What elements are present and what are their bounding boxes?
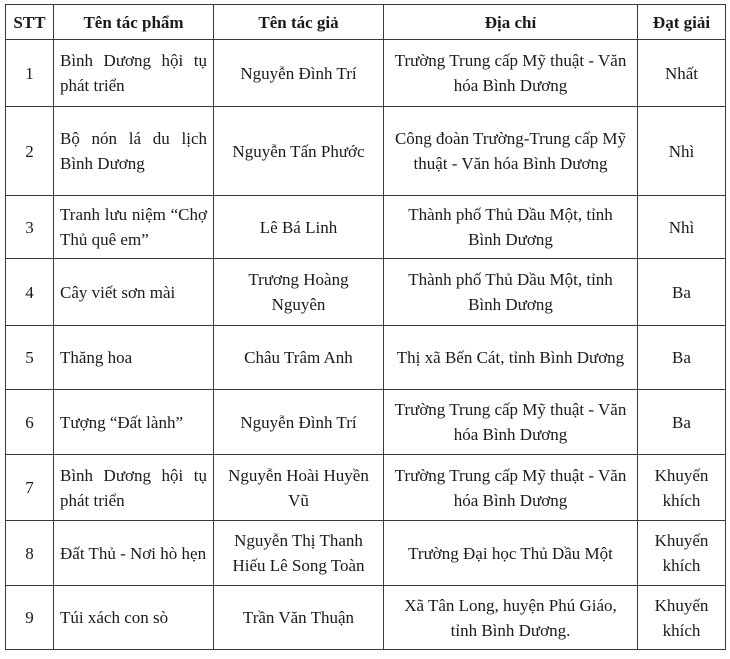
cell-address: Trường Trung cấp Mỹ thuật - Văn hóa Bình Dương [384,40,638,107]
cell-title: Cây viết sơn mài [54,259,214,326]
table-row [6,107,726,196]
cell-author: Nguyễn Đình Trí [214,390,384,455]
cell-stt: 4 [6,259,54,326]
cell-award: Ba [638,326,726,390]
table-row [6,455,726,521]
cell-author: Nguyễn Đình Trí [214,40,384,107]
cell-award: Khuyến khích [638,521,726,586]
cell-award: Ba [638,259,726,326]
cell-stt: 6 [6,390,54,455]
table-row [6,326,726,390]
header-stt: STT [6,5,54,40]
table-row [6,40,726,107]
table-row [6,259,726,326]
cell-address: Xã Tân Long, huyện Phú Giáo, tỉnh Bình Dương. [384,586,638,650]
cell-author: Châu Trâm Anh [214,326,384,390]
cell-stt: 3 [6,196,54,259]
cell-author: Nguyễn Thị Thanh Hiếu Lê Song Toàn [214,521,384,586]
table-body [6,40,726,650]
cell-title: Đất Thủ - Nơi hò hẹn [54,521,214,586]
cell-author: Trần Văn Thuận [214,586,384,650]
cell-award: Khuyến khích [638,455,726,521]
header-author: Tên tác giả [214,5,384,40]
table-row [6,586,726,650]
cell-title: Bình Dương hội tụ phát triển [54,455,214,521]
cell-award: Nhì [638,196,726,259]
cell-stt: 2 [6,107,54,196]
cell-stt: 5 [6,326,54,390]
cell-award: Nhất [638,40,726,107]
table-row [6,196,726,259]
cell-address: Công đoàn Trường-Trung cấp Mỹ thuật - Văn hóa Bình Dương [384,107,638,196]
cell-title: Thăng hoa [54,326,214,390]
cell-title: Túi xách con sò [54,586,214,650]
table-header [6,5,726,40]
cell-title: Tranh lưu niệm “Chợ Thủ quê em” [54,196,214,259]
cell-award: Nhì [638,107,726,196]
table-row [6,521,726,586]
cell-address: Thành phố Thủ Dầu Một, tỉnh Bình Dương [384,196,638,259]
header-award: Đạt giải [638,5,726,40]
cell-title: Tượng “Đất lành” [54,390,214,455]
cell-author: Nguyễn Hoài Huyền Vũ [214,455,384,521]
cell-address: Thành phố Thủ Dầu Một, tỉnh Bình Dương [384,259,638,326]
cell-address: Trường Trung cấp Mỹ thuật - Văn hóa Bình Dương [384,455,638,521]
cell-stt: 8 [6,521,54,586]
cell-award: Ba [638,390,726,455]
cell-author: Lê Bá Linh [214,196,384,259]
cell-stt: 7 [6,455,54,521]
cell-author: Trương Hoàng Nguyên [214,259,384,326]
cell-stt: 1 [6,40,54,107]
cell-stt: 9 [6,586,54,650]
awards-table [5,4,726,650]
cell-award: Khuyến khích [638,586,726,650]
cell-address: Thị xã Bến Cát, tỉnh Bình Dương [384,326,638,390]
cell-author: Nguyễn Tấn Phước [214,107,384,196]
header-address: Địa chỉ [384,5,638,40]
cell-address: Trường Đại học Thủ Dầu Một [384,521,638,586]
header-row [6,5,726,40]
table-row [6,390,726,455]
cell-title: Bộ nón lá du lịch Bình Dương [54,107,214,196]
header-title: Tên tác phẩm [54,5,214,40]
cell-address: Trường Trung cấp Mỹ thuật - Văn hóa Bình Dương [384,390,638,455]
cell-title: Bình Dương hội tụ phát triển [54,40,214,107]
